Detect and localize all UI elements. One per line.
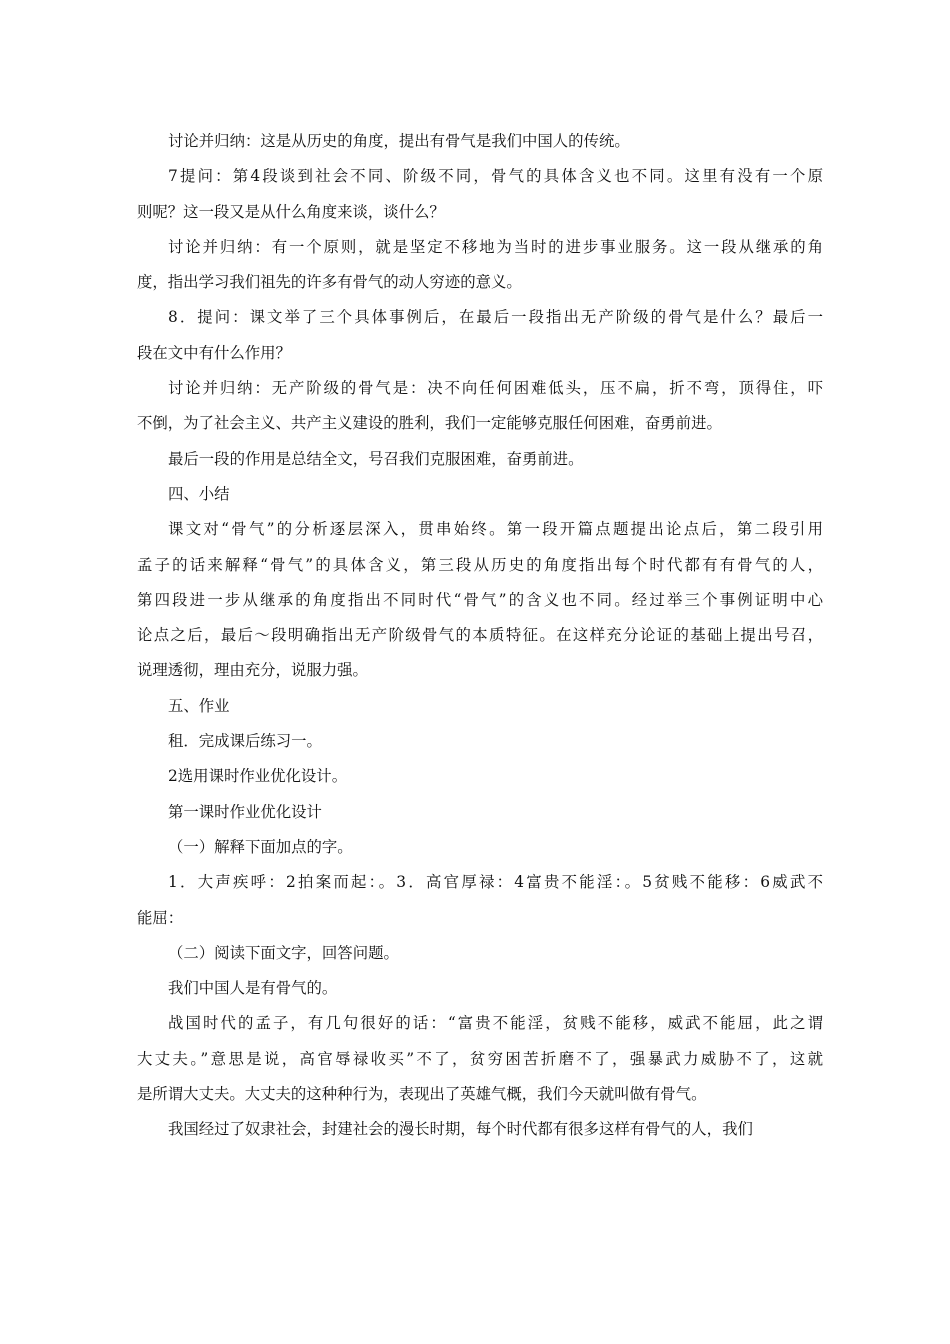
text-line: 是所谓大丈夫。大丈夫的这种种行为，表现出了英雄气概，我们今天就叫做有骨气。 bbox=[137, 1085, 707, 1104]
text-line: 四、小结 bbox=[168, 484, 230, 503]
paragraph bbox=[137, 371, 823, 442]
paragraph bbox=[137, 477, 823, 512]
paragraph bbox=[137, 865, 823, 936]
text-line: 说理透彻，理由充分，说服力强。 bbox=[137, 661, 368, 680]
text-line: 能屈： bbox=[137, 908, 184, 927]
text-line: 不倒，为了社会主义、共产主义建设的胜利，我们一定能够克服任何困难，奋勇前进。 bbox=[137, 414, 722, 433]
text-line: 孟子的话来解释“骨气”的具体含义，第三段从历史的角度指出每个时代都有有骨气的人， bbox=[137, 555, 823, 574]
text-line: （二）阅读下面文字，回答问题。 bbox=[168, 943, 399, 962]
text-line: 讨论并归纳：这是从历史的角度，提出有骨气是我们中国人的传统。 bbox=[168, 132, 630, 150]
text-line: 度，指出学习我们祖先的许多有骨气的动人穷迹的意义。 bbox=[137, 273, 522, 292]
text-line: 讨论并归纳：无产阶级的骨气是：决不向任何困难低头，压不扁，折不弯，顶得住，吓 bbox=[168, 379, 823, 398]
text-line: 讨论并归纳：有一个原则，就是坚定不移地为当时的进步事业服务。这一段从继承的角 bbox=[168, 237, 823, 256]
text-line: 战国时代的孟子，有几句很好的话：“富贵不能淫，贫贱不能移，威武不能屈，此之谓 bbox=[168, 1014, 823, 1033]
text-line: 1．大声疾呼：2拍案而起：。3．高官厚禄：4富贵不能淫：。5贫贱不能移：6威武不 bbox=[168, 873, 823, 892]
document-page bbox=[137, 124, 823, 1148]
paragraph bbox=[137, 936, 823, 971]
text-line: 第四段进一步从继承的角度指出不同时代“骨气”的含义也不同。经过举三个事例证明中心 bbox=[137, 590, 823, 609]
text-line: 7提问：第4段谈到社会不同、阶级不同，骨气的具体含义也不同。这里有没有一个原 bbox=[168, 167, 823, 186]
text-line: 租．完成课后练习一。 bbox=[168, 732, 322, 751]
paragraph bbox=[137, 159, 823, 230]
paragraph bbox=[137, 442, 823, 477]
paragraph bbox=[137, 971, 823, 1006]
text-line: 第一课时作业优化设计 bbox=[168, 802, 322, 821]
text-line: 则呢？这一段又是从什么角度来谈，谈什么？ bbox=[137, 202, 445, 221]
paragraph bbox=[137, 830, 823, 865]
paragraph bbox=[137, 1112, 823, 1147]
text-line: （一）解释下面加点的字。 bbox=[168, 837, 353, 856]
paragraph bbox=[137, 795, 823, 830]
paragraph bbox=[137, 512, 823, 688]
text-line: 论点之后，最后～段明确指出无产阶级骨气的本质特征。在这样充分论证的基础上提出号召， bbox=[137, 626, 823, 645]
text-line: 段在文中有什么作用？ bbox=[137, 343, 291, 362]
text-line: 大丈夫。”意思是说，高官辱禄收买”不了，贫穷困苦折磨不了，强暴武力威胁不了，这就 bbox=[137, 1049, 823, 1068]
text-line: 8．提问：课文举了三个具体事例后，在最后一段指出无产阶级的骨气是什么？最后一 bbox=[168, 308, 823, 327]
paragraph bbox=[137, 300, 823, 371]
text-line: 2选用课时作业优化设计。 bbox=[168, 767, 348, 786]
paragraph bbox=[137, 124, 823, 159]
text-line: 我国经过了奴隶社会，封建社会的漫长时期，每个时代都有很多这样有骨气的人，我们 bbox=[168, 1120, 753, 1139]
text-line: 我们中国人是有骨气的。 bbox=[168, 979, 338, 998]
text-line: 五、作业 bbox=[168, 696, 230, 715]
text-line: 课文对“骨气”的分析逐层深入，贯串始终。第一段开篇点题提出论点后，第二段引用 bbox=[168, 520, 823, 539]
paragraph bbox=[137, 689, 823, 724]
paragraph bbox=[137, 759, 823, 794]
paragraph bbox=[137, 230, 823, 301]
paragraph bbox=[137, 1006, 823, 1112]
text-line: 最后一段的作用是总结全文，号召我们克服困难，奋勇前进。 bbox=[168, 449, 584, 468]
paragraph bbox=[137, 724, 823, 759]
